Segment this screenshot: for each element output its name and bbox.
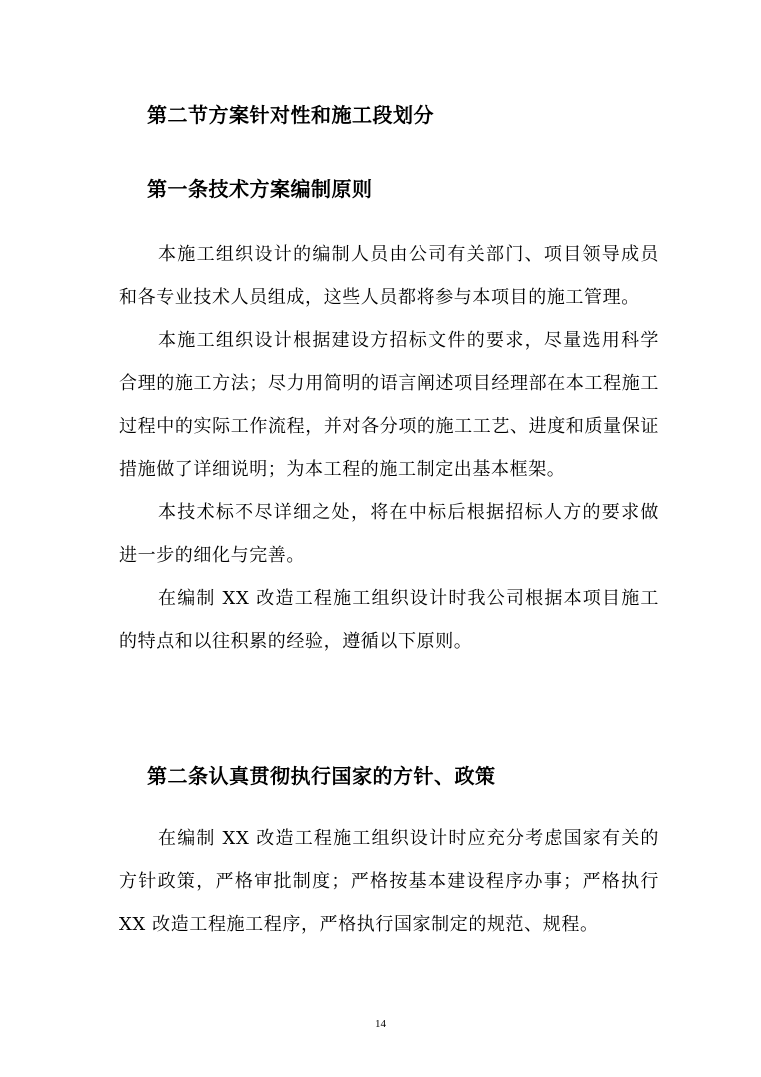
article1-body	[119, 233, 659, 663]
page-number: 14	[375, 1018, 386, 1030]
article1-paragraph-2: 本施工组织设计根据建设方招标文件的要求，尽量选用科学合理的施工方法；尽力用简明的语言阐述项目经理部在本工程施工过程中的实际工作流程，并对各分项的施工工艺、进度和质量保证措施做了详细说明；为本工程的施工制定出基本框架。	[119, 330, 659, 480]
article2-title: 第二条认真贯彻执行国家的方针、政策	[147, 764, 496, 788]
article1-title: 第一条技术方案编制原则	[147, 177, 373, 201]
article1-paragraph-1: 本施工组织设计的编制人员由公司有关部门、项目领导成员和各专业技术人员组成，这些人员都将参与本项目的施工管理。	[119, 244, 659, 308]
article1-paragraph-3: 本技术标不尽详细之处，将在中标后根据招标人方的要求做进一步的细化与完善。	[119, 502, 659, 566]
article2-paragraph-1: 在编制 XX 改造工程施工组织设计时应充分考虑国家有关的方针政策，严格审批制度；严格按基本建设程序办事；严格执行 XX 改造工程施工程序，严格执行国家制定的规范、规程。	[119, 828, 659, 935]
section-title: 第二节方案针对性和施工段划分	[147, 103, 434, 127]
article2-body	[119, 817, 659, 946]
article1-paragraph-4: 在编制 XX 改造工程施工组织设计时我公司根据本项目施工的特点和以往积累的经验，遵循以下原则。	[119, 588, 659, 652]
